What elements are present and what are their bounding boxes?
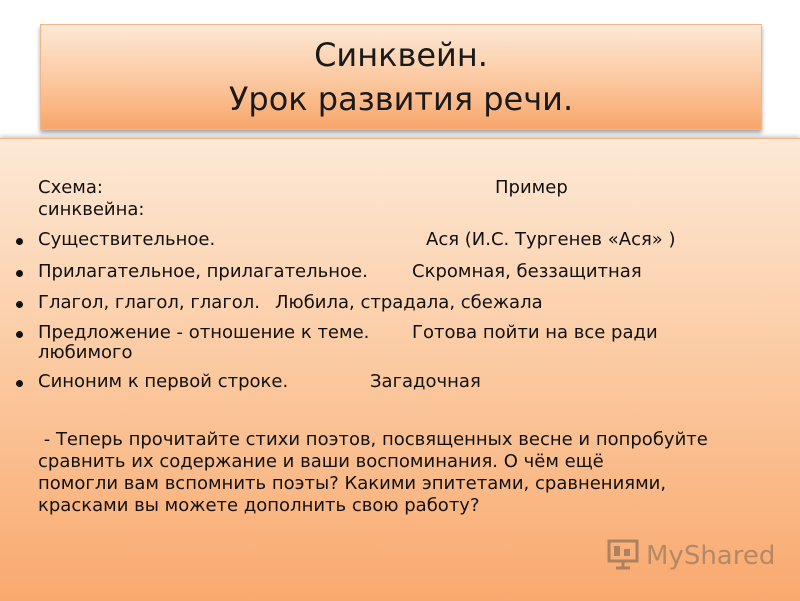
paragraph-line-3: помогли вам вспомнить поэты? Какими эпитетами, сравнениями, (38, 473, 667, 494)
scheme-header: Схема: (38, 177, 103, 198)
paragraph-line-2: сравнить их содержание и ваши воспоминания. О чём ещё (38, 451, 604, 472)
title-line-2: Урок развития речи. (228, 80, 574, 118)
scheme-item-4: Предложение - отношение к теме. (38, 322, 370, 343)
presentation-board-icon (606, 537, 640, 575)
example-item-4: Готова пойти на все ради (412, 322, 658, 343)
scheme-item-1: Существительное. (38, 229, 216, 250)
example-header-continuation: синквейна: (38, 199, 145, 220)
watermark-text: MyShared (646, 541, 776, 571)
example-item-1: Ася (И.С. Тургенев «Ася» ) (426, 229, 676, 250)
bullet-3 (16, 301, 23, 308)
bullet-2 (16, 270, 23, 277)
content-box (0, 138, 800, 601)
bullet-5 (16, 380, 23, 387)
watermark-logo (606, 536, 775, 576)
paragraph-line-1: - Теперь прочитайте стихи поэтов, посвященных весне и попробуйте (38, 429, 708, 450)
title-line-1: Синквейн. (314, 36, 488, 74)
scheme-item-5: Синоним к первой строке. (38, 371, 289, 392)
example-item-4-continuation: любимого (38, 342, 133, 363)
title-box (40, 24, 762, 130)
bullet-4 (16, 331, 23, 338)
example-item-3: Любила, страдала, сбежала (275, 292, 543, 313)
example-header: Пример (495, 177, 568, 198)
example-item-2: Скромная, беззащитная (412, 261, 642, 282)
scheme-item-2: Прилагательное, прилагательное. (38, 261, 368, 282)
bullet-1 (16, 238, 23, 245)
example-item-5: Загадочная (370, 371, 481, 392)
scheme-item-3: Глагол, глагол, глагол. (38, 292, 261, 313)
paragraph-line-4: красками вы можете дополнить свою работу? (38, 495, 480, 516)
